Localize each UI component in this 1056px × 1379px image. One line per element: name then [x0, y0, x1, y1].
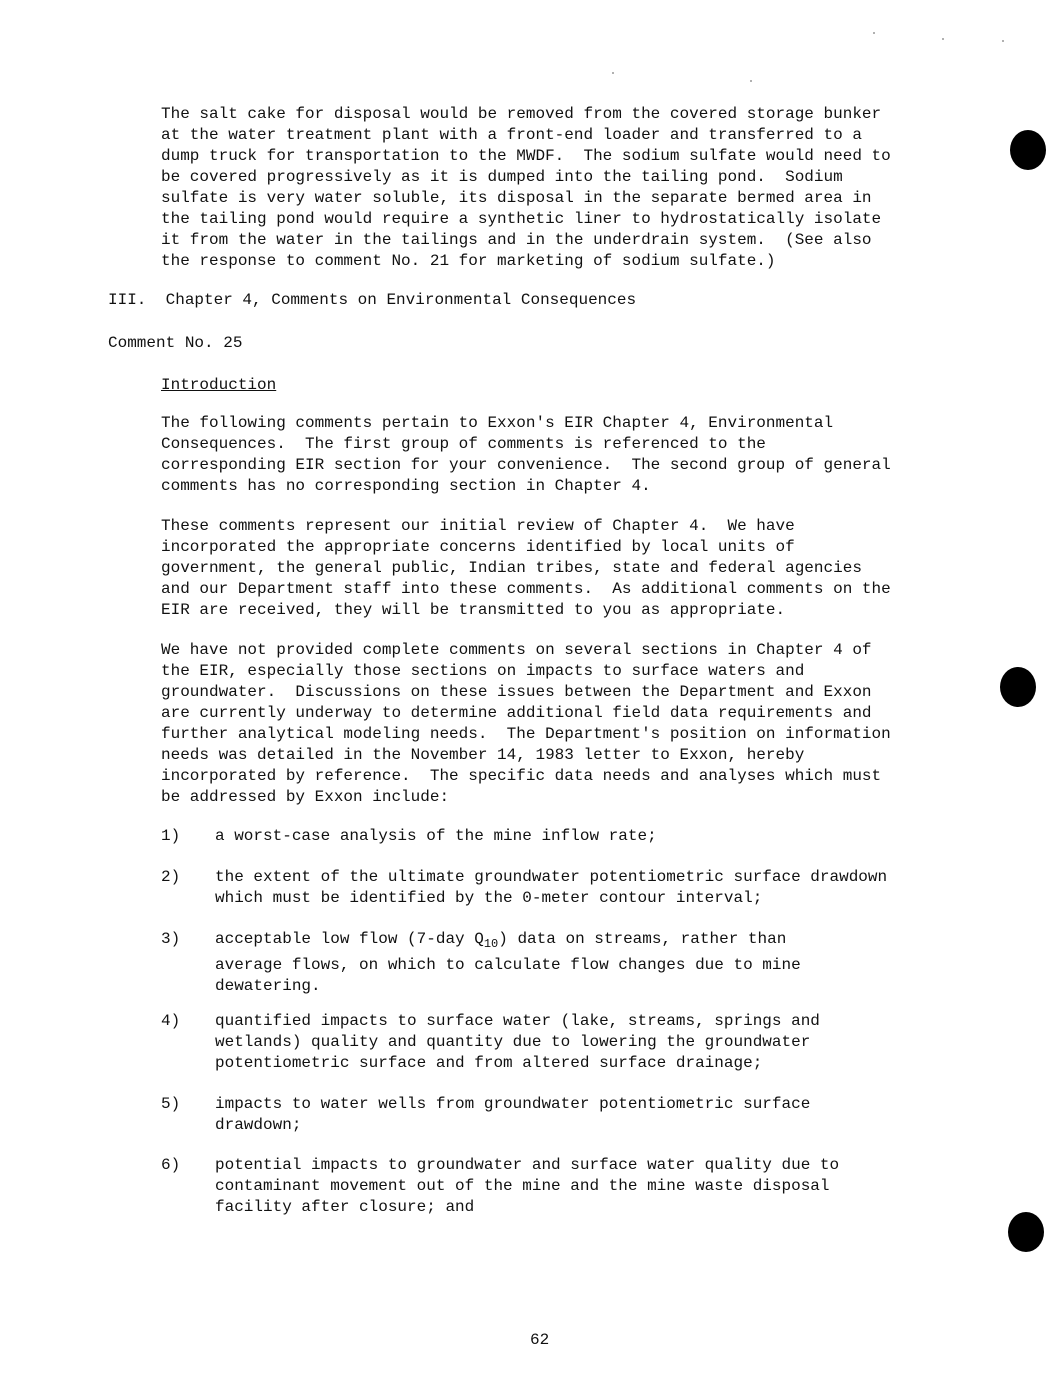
punch-hole-icon: [1010, 130, 1046, 170]
scan-speck: [1002, 40, 1004, 42]
subheading-introduction: Introduction: [161, 376, 277, 394]
paragraph-data-needs: We have not provided complete comments on several sections in Chapter 4 of the EIR, especially those sections on impacts to surface waters and groundwater. Discussions on these issues between the Department and Exxon are currently underway to determine additional field data requirements and further analytical modeling needs. The Department's position on information needs was detailed in the November 14, 1983 letter to Exxon, hereby incorporated by reference. The specific data needs and analyses which must be addressed by Exxon include:: [161, 641, 891, 806]
list-item-number: 5): [161, 1095, 181, 1113]
list-item-text: the extent of the ultimate groundwater potentiometric surface drawdown which must be identified by the 0-meter contour interval;: [215, 868, 888, 907]
scan-speck: [942, 38, 944, 40]
list-item-number: 3): [161, 930, 181, 948]
list-item-number: 6): [161, 1156, 181, 1174]
list-item-text: potential impacts to groundwater and surface water quality due to contaminant movement out of the mine and the mine waste disposal facility after closure; and: [215, 1156, 840, 1216]
list-item-number: 1): [161, 827, 181, 845]
list-item-text: [215, 929, 955, 997]
subscript-10: 10: [483, 937, 499, 952]
comment-label: Comment No. 25: [108, 334, 243, 352]
list-item-number: 4): [161, 1012, 181, 1030]
list-item-text: impacts to water wells from groundwater potentiometric surface drawdown;: [215, 1095, 811, 1134]
punch-hole-icon: [1008, 1212, 1044, 1252]
scan-speck: [612, 72, 614, 74]
paragraph-salt-cake: The salt cake for disposal would be removed from the covered storage bunker at the water treatment plant with a front-end loader and transferred to a dump truck for transportation to the MWDF. The sodium sulfate would need to be covered progressively as it is dumped into the tailing pond. Sodium sulfate is very water soluble, its disposal in the separate bermed area in the tailing pond would require a synthetic liner to hydrostatically isolate it from the water in the tailings and in the underdrain system. (See also the response to comment No. 21 for marketing of sodium sulfate.): [161, 105, 891, 270]
list-item-text: quantified impacts to surface water (lake, streams, springs and wetlands) quality and quantity due to lowering the groundwater potentiometric surface and from altered surface drainage;: [215, 1012, 820, 1072]
list-item-text-before: acceptable low flow (7-day Q: [215, 930, 484, 948]
scan-speck: [873, 32, 875, 34]
list-item-text: a worst-case analysis of the mine inflow rate;: [215, 827, 657, 845]
section-heading: III. Chapter 4, Comments on Environmental Consequences: [108, 291, 637, 309]
list-item-text-after: ) data on streams, rather than average flows, on which to calculate flow changes due to mine dewatering.: [215, 930, 801, 996]
list-item-number: 2): [161, 868, 181, 886]
paragraph-initial-review: These comments represent our initial review of Chapter 4. We have incorporated the appropriate concerns identified by local units of government, the general public, Indian tribes, state and federal agencies and our Department staff into these comments. As additional comments on the EIR are received, they will be transmitted to you as appropriate.: [161, 517, 891, 619]
page-number: 62: [530, 1331, 550, 1349]
scan-speck: [750, 80, 752, 82]
paragraph-introduction: The following comments pertain to Exxon's EIR Chapter 4, Environmental Consequences. The first group of comments is referenced to the corresponding EIR section for your convenience. The second group of general comments has no corresponding section in Chapter 4.: [161, 414, 891, 495]
punch-hole-icon: [1000, 667, 1036, 707]
